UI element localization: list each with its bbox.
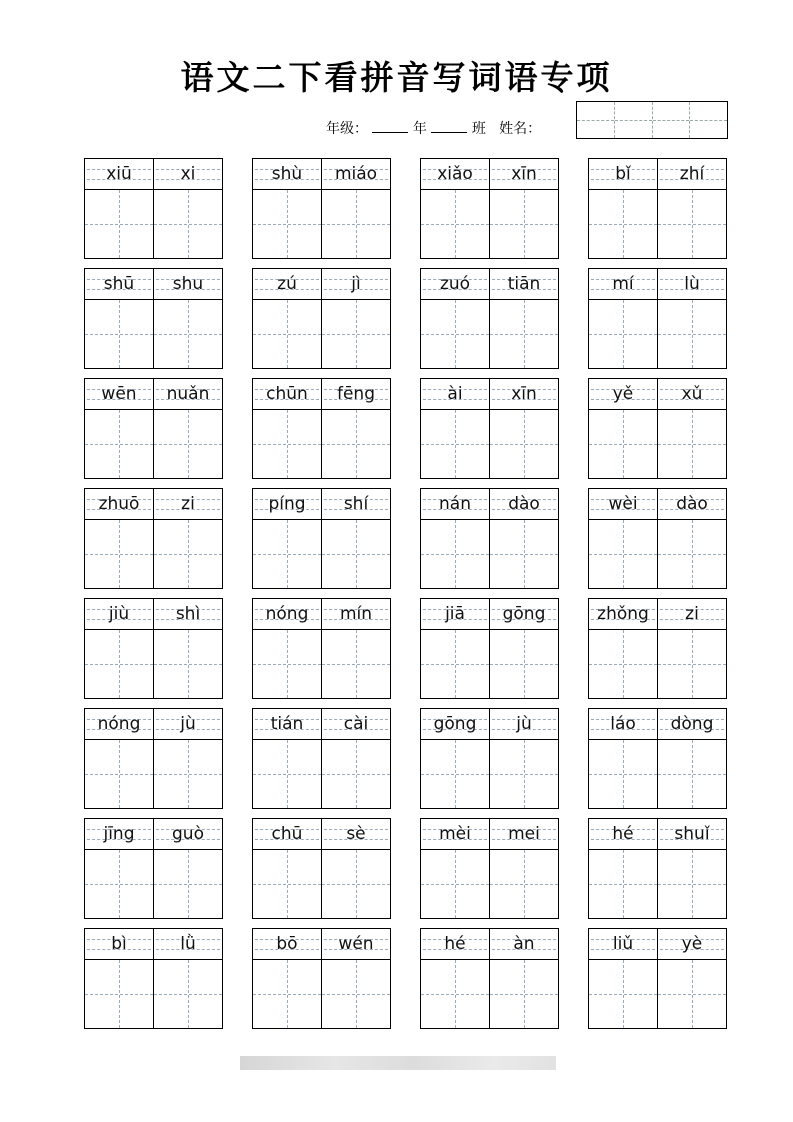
pinyin-cell: [589, 599, 658, 629]
pinyin-text: xīn: [511, 164, 537, 184]
character-writing-cell[interactable]: [154, 740, 222, 808]
word-box: [252, 708, 391, 809]
pinyin-cell: [589, 159, 658, 189]
pinyin-cell: [253, 379, 322, 409]
pinyin-cell: [658, 489, 726, 519]
character-writing-cell[interactable]: [154, 850, 222, 918]
footer-watermark: [240, 1056, 556, 1070]
word-box: [420, 818, 559, 919]
pinyin-cell: [658, 709, 726, 739]
pinyin-row: [85, 599, 222, 630]
pinyin-text: jiù: [108, 604, 130, 624]
pinyin-cell: [253, 159, 322, 189]
student-info-line: [326, 118, 541, 139]
character-writing-cell[interactable]: [589, 630, 658, 698]
pinyin-cell: [85, 269, 154, 299]
pinyin-text: xi: [180, 164, 196, 184]
pinyin-text: zi: [685, 604, 699, 624]
page-title: 语文二下看拼音写词语专项: [180, 58, 613, 97]
pinyin-cell: [490, 379, 558, 409]
character-writing-cell[interactable]: [85, 740, 154, 808]
pinyin-cell: [154, 269, 222, 299]
pinyin-row: [421, 489, 558, 520]
class-label: 班: [471, 121, 486, 137]
pinyin-text: bō: [276, 934, 298, 954]
character-writing-cell[interactable]: [154, 630, 222, 698]
character-writing-cell[interactable]: [658, 190, 726, 258]
pinyin-cell: [253, 269, 322, 299]
pinyin-cell: [490, 599, 558, 629]
word-box: [84, 268, 223, 369]
pinyin-text: guò: [172, 824, 204, 844]
word-box: [588, 488, 727, 589]
pinyin-text: ài: [447, 384, 463, 404]
pinyin-cell: [322, 599, 390, 629]
pinyin-cell: [154, 929, 222, 959]
pinyin-text: hé: [444, 934, 466, 954]
character-writing-cell[interactable]: [658, 630, 726, 698]
pinyin-text: lǜ: [180, 934, 196, 954]
pinyin-text: bì: [111, 934, 127, 954]
pinyin-row: [85, 819, 222, 850]
pinyin-text: mí: [612, 274, 634, 294]
character-writing-cell[interactable]: [85, 520, 154, 588]
pinyin-text: hé: [612, 824, 634, 844]
character-writing-cell[interactable]: [421, 740, 490, 808]
pinyin-row: [589, 269, 726, 300]
character-writing-cell[interactable]: [322, 410, 390, 478]
grade-blank[interactable]: [372, 118, 408, 133]
pinyin-text: yè: [681, 934, 703, 954]
pinyin-cell: [322, 489, 390, 519]
pinyin-cell: [490, 709, 558, 739]
word-box: [252, 158, 391, 259]
name-cell[interactable]: [653, 102, 691, 138]
pinyin-cell: [421, 489, 490, 519]
pinyin-text: dào: [676, 494, 708, 514]
pinyin-row: [589, 159, 726, 190]
pinyin-row: [253, 709, 390, 740]
pinyin-text: zhuō: [98, 494, 140, 514]
character-writing-cell[interactable]: [322, 300, 390, 368]
pinyin-row: [253, 929, 390, 960]
pinyin-cell: [85, 489, 154, 519]
character-writing-cell[interactable]: [421, 630, 490, 698]
pinyin-row: [421, 709, 558, 740]
word-box: [252, 598, 391, 699]
pinyin-cell: [490, 819, 558, 849]
word-box: [420, 598, 559, 699]
pinyin-text: jì: [351, 274, 361, 294]
pinyin-text: bǐ: [615, 164, 631, 184]
character-writing-cell[interactable]: [322, 520, 390, 588]
pinyin-row: [85, 489, 222, 520]
character-writing-cell[interactable]: [85, 190, 154, 258]
pinyin-text: xǔ: [681, 384, 703, 404]
pinyin-text: xīn: [511, 384, 537, 404]
pinyin-text: gōng: [433, 714, 477, 734]
pinyin-text: wèi: [608, 494, 638, 514]
pinyin-cell: [421, 269, 490, 299]
pinyin-cell: [322, 379, 390, 409]
pinyin-cell: [421, 819, 490, 849]
pinyin-row: [85, 709, 222, 740]
pinyin-row: [589, 929, 726, 960]
pinyin-text: jù: [180, 714, 196, 734]
pinyin-cell: [154, 379, 222, 409]
character-writing-cell[interactable]: [589, 410, 658, 478]
character-writing-cell[interactable]: [253, 410, 322, 478]
pinyin-text: wēn: [101, 384, 137, 404]
pinyin-row: [85, 159, 222, 190]
pinyin-row: [253, 599, 390, 630]
pinyin-cell: [421, 599, 490, 629]
name-cell[interactable]: [577, 102, 615, 138]
word-box: [84, 928, 223, 1029]
character-writing-cell[interactable]: [589, 850, 658, 918]
pinyin-row: [85, 929, 222, 960]
pinyin-row: [85, 379, 222, 410]
character-writing-cell[interactable]: [253, 190, 322, 258]
character-writing-cell[interactable]: [421, 300, 490, 368]
character-writing-cell[interactable]: [490, 740, 558, 808]
character-writing-cell[interactable]: [658, 410, 726, 478]
character-writing-cell[interactable]: [658, 960, 726, 1028]
pinyin-text: nán: [439, 494, 471, 514]
pinyin-cell: [490, 159, 558, 189]
pinyin-text: shu: [172, 274, 204, 294]
pinyin-row: [589, 819, 726, 850]
word-box: [588, 598, 727, 699]
pinyin-cell: [322, 819, 390, 849]
word-box: [84, 488, 223, 589]
pinyin-cell: [154, 489, 222, 519]
pinyin-row: [253, 269, 390, 300]
pinyin-text: miáo: [334, 164, 378, 184]
word-box: [84, 158, 223, 259]
pinyin-cell: [589, 379, 658, 409]
pinyin-text: zú: [277, 274, 297, 294]
pinyin-text: tián: [270, 714, 304, 734]
character-writing-cell[interactable]: [154, 300, 222, 368]
pinyin-text: shuǐ: [674, 824, 710, 844]
word-box: [84, 818, 223, 919]
word-box: [588, 928, 727, 1029]
pinyin-text: cài: [343, 714, 369, 734]
word-box: [588, 378, 727, 479]
character-writing-cell[interactable]: [322, 630, 390, 698]
pinyin-text: zhí: [679, 164, 705, 184]
pinyin-text: mèi: [439, 824, 471, 844]
word-box: [84, 708, 223, 809]
character-writing-cell[interactable]: [490, 630, 558, 698]
word-box: [588, 818, 727, 919]
pinyin-cell: [490, 269, 558, 299]
pinyin-cell: [421, 929, 490, 959]
pinyin-text: zuó: [439, 274, 471, 294]
pinyin-text: wén: [338, 934, 374, 954]
pinyin-text: xiǎo: [437, 164, 473, 184]
pinyin-row: [421, 269, 558, 300]
pinyin-text: shū: [103, 274, 135, 294]
pinyin-cell: [322, 159, 390, 189]
character-writing-cell[interactable]: [658, 740, 726, 808]
name-writing-box[interactable]: [576, 101, 728, 139]
pinyin-text: zi: [181, 494, 195, 514]
pinyin-text: dòng: [670, 714, 714, 734]
pinyin-cell: [658, 379, 726, 409]
word-box: [588, 158, 727, 259]
character-writing-cell[interactable]: [658, 300, 726, 368]
character-writing-cell[interactable]: [85, 850, 154, 918]
word-box: [420, 268, 559, 369]
character-writing-cell[interactable]: [421, 960, 490, 1028]
pinyin-cell: [490, 929, 558, 959]
pinyin-text: lù: [684, 274, 700, 294]
pinyin-cell: [589, 929, 658, 959]
character-writing-cell[interactable]: [589, 960, 658, 1028]
pinyin-cell: [658, 159, 726, 189]
pinyin-cell: [658, 269, 726, 299]
pinyin-cell: [322, 709, 390, 739]
pinyin-cell: [589, 269, 658, 299]
character-writing-cell[interactable]: [253, 850, 322, 918]
pinyin-row: [589, 599, 726, 630]
pinyin-cell: [253, 819, 322, 849]
character-writing-cell[interactable]: [490, 190, 558, 258]
pinyin-cell: [589, 489, 658, 519]
pinyin-text: shí: [343, 494, 369, 514]
pinyin-row: [421, 929, 558, 960]
pinyin-text: gōng: [502, 604, 546, 624]
pinyin-text: mei: [508, 824, 540, 844]
class-blank[interactable]: [431, 118, 467, 133]
pinyin-row: [589, 379, 726, 410]
pinyin-cell: [85, 929, 154, 959]
character-writing-cell[interactable]: [421, 190, 490, 258]
pinyin-row: [589, 709, 726, 740]
character-writing-cell[interactable]: [490, 520, 558, 588]
character-writing-cell[interactable]: [154, 520, 222, 588]
pinyin-text: nóng: [97, 714, 141, 734]
character-writing-cell[interactable]: [589, 190, 658, 258]
character-writing-cell[interactable]: [85, 960, 154, 1028]
pinyin-cell: [322, 929, 390, 959]
character-writing-cell[interactable]: [658, 520, 726, 588]
pinyin-row: [253, 819, 390, 850]
character-writing-cell[interactable]: [253, 300, 322, 368]
pinyin-text: dào: [508, 494, 540, 514]
word-box: [252, 268, 391, 369]
pinyin-row: [421, 599, 558, 630]
pinyin-cell: [253, 929, 322, 959]
word-box: [84, 378, 223, 479]
pinyin-row: [421, 819, 558, 850]
word-box: [84, 598, 223, 699]
character-writing-cell[interactable]: [490, 960, 558, 1028]
pinyin-row: [253, 489, 390, 520]
grade-label: 年级：: [326, 121, 368, 137]
pinyin-text: sè: [346, 824, 366, 844]
pinyin-cell: [658, 819, 726, 849]
pinyin-cell: [658, 929, 726, 959]
word-box: [420, 378, 559, 479]
word-box: [252, 928, 391, 1029]
character-writing-cell[interactable]: [322, 850, 390, 918]
pinyin-row: [253, 379, 390, 410]
character-writing-cell[interactable]: [154, 190, 222, 258]
character-writing-cell[interactable]: [85, 410, 154, 478]
pinyin-text: jù: [516, 714, 532, 734]
pinyin-cell: [589, 709, 658, 739]
character-writing-cell[interactable]: [253, 630, 322, 698]
pinyin-text: jīng: [103, 824, 135, 844]
pinyin-text: shì: [175, 604, 201, 624]
character-writing-cell[interactable]: [322, 190, 390, 258]
pinyin-text: nuǎn: [166, 384, 210, 404]
pinyin-cell: [490, 489, 558, 519]
word-box: [420, 708, 559, 809]
pinyin-cell: [253, 489, 322, 519]
pinyin-row: [421, 159, 558, 190]
word-box: [252, 378, 391, 479]
pinyin-text: àn: [513, 934, 535, 954]
pinyin-cell: [154, 159, 222, 189]
pinyin-cell: [421, 379, 490, 409]
character-writing-cell[interactable]: [421, 520, 490, 588]
pinyin-row: [421, 379, 558, 410]
character-writing-cell[interactable]: [154, 960, 222, 1028]
pinyin-cell: [658, 599, 726, 629]
character-writing-cell[interactable]: [421, 410, 490, 478]
character-writing-cell[interactable]: [490, 410, 558, 478]
character-writing-cell[interactable]: [322, 960, 390, 1028]
pinyin-text: shù: [271, 164, 303, 184]
character-writing-cell[interactable]: [154, 410, 222, 478]
pinyin-text: chūn: [266, 384, 308, 404]
pinyin-row: [589, 489, 726, 520]
character-writing-cell[interactable]: [253, 740, 322, 808]
word-box: [588, 268, 727, 369]
character-writing-cell[interactable]: [421, 850, 490, 918]
pinyin-text: xiū: [106, 164, 132, 184]
word-box: [420, 488, 559, 589]
pinyin-text: mín: [339, 604, 373, 624]
character-writing-cell[interactable]: [490, 850, 558, 918]
pinyin-cell: [253, 709, 322, 739]
pinyin-cell: [85, 819, 154, 849]
pinyin-text: liǔ: [612, 934, 634, 954]
pinyin-cell: [589, 819, 658, 849]
word-box: [420, 158, 559, 259]
pinyin-row: [253, 159, 390, 190]
word-box: [420, 928, 559, 1029]
pinyin-cell: [85, 379, 154, 409]
word-box: [252, 818, 391, 919]
character-writing-cell[interactable]: [253, 960, 322, 1028]
name-cell[interactable]: [615, 102, 653, 138]
pinyin-row: [85, 269, 222, 300]
pinyin-cell: [154, 709, 222, 739]
pinyin-cell: [154, 599, 222, 629]
character-writing-cell[interactable]: [589, 300, 658, 368]
character-writing-cell[interactable]: [322, 740, 390, 808]
character-writing-cell[interactable]: [589, 740, 658, 808]
pinyin-cell: [253, 599, 322, 629]
word-box: [252, 488, 391, 589]
pinyin-text: píng: [268, 494, 306, 514]
name-cell[interactable]: [690, 102, 727, 138]
name-label: 姓名：: [499, 121, 542, 137]
pinyin-cell: [421, 709, 490, 739]
character-writing-cell[interactable]: [85, 630, 154, 698]
pinyin-text: láo: [610, 714, 636, 734]
pinyin-text: yě: [612, 384, 634, 404]
pinyin-text: nóng: [265, 604, 309, 624]
pinyin-cell: [322, 269, 390, 299]
year-label: 年: [412, 121, 427, 137]
character-writing-cell[interactable]: [490, 300, 558, 368]
pinyin-text: zhǒng: [597, 604, 649, 624]
character-writing-cell[interactable]: [85, 300, 154, 368]
pinyin-text: chū: [271, 824, 303, 844]
pinyin-cell: [154, 819, 222, 849]
character-writing-cell[interactable]: [589, 520, 658, 588]
character-writing-cell[interactable]: [658, 850, 726, 918]
pinyin-text: fēng: [336, 384, 375, 404]
pinyin-text: tiān: [507, 274, 541, 294]
pinyin-cell: [85, 599, 154, 629]
pinyin-cell: [85, 709, 154, 739]
pinyin-text: jiā: [445, 604, 465, 624]
pinyin-cell: [85, 159, 154, 189]
pinyin-cell: [421, 159, 490, 189]
word-box: [588, 708, 727, 809]
character-writing-cell[interactable]: [253, 520, 322, 588]
